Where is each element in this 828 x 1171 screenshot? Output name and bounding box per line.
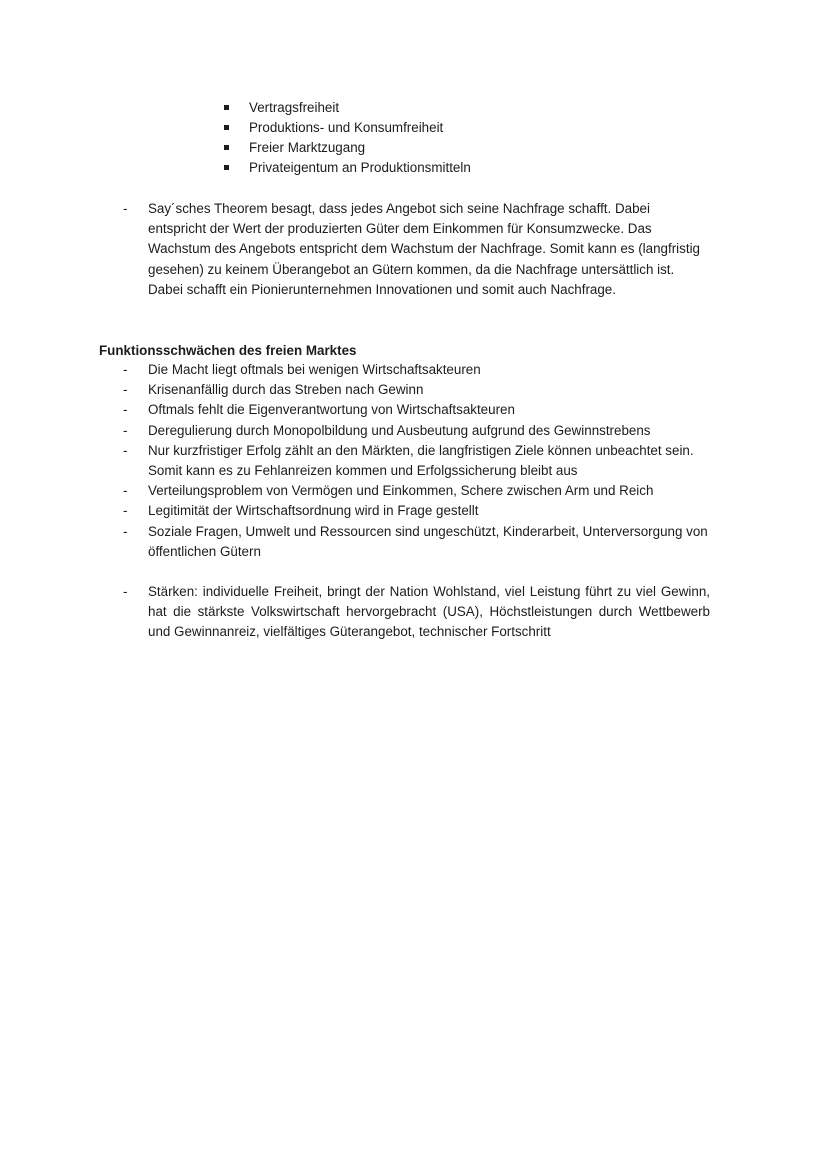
strengths-block [120,582,710,643]
dash-bullet: - [123,201,128,216]
list-item: - Krisenanfällig durch das Streben nach Gewinn [120,380,710,400]
market-features-list [222,98,471,178]
list-item: - Deregulierung durch Monopolbildung und Ausbeutung aufgrund des Gewinnstrebens [120,421,710,441]
square-bullet-icon [224,165,229,170]
list-item: - Oftmals fehlt die Eigenverantwortung von Wirtschaftsakteuren [120,400,710,420]
dash-bullet: - [123,523,128,539]
list-item: - Legitimität der Wirtschaftsordnung wird in Frage gestellt [120,501,710,521]
dash-bullet: - [123,503,128,519]
square-bullet-icon [224,105,229,110]
dash-bullet: - [123,362,128,377]
list-item: - Soziale Fragen, Umwelt und Ressourcen sind ungeschützt, Kinderarbeit, Unterversorgung von öffentlichen Gütern [123,523,708,559]
says-theorem-paragraph: - Say´sches Theorem besagt, dass jedes Angebot sich seine Nachfrage schafft. Dabei entspricht der Wert der produzierten Güter dem Einkommen für Konsumzwecke. Das Wachstum des Angebots entspricht dem Wachstum der Nachfrage. Somit kann es (langfristig gesehen) zu keinem Überangebot an Gütern kommen, da die Nachfrage untersättlich ist. Dabei schafft ein Pionierunternehmen Innovationen und somit auch Nachfrage. [123,201,700,297]
list-item: Produktions- und Konsumfreiheit [222,118,471,138]
square-bullet-icon [224,145,229,150]
strengths-paragraph: - Stärken: individuelle Freiheit, bringt der Nation Wohlstand, viel Leistung führt zu viel Gewinn, hat die stärkste Volkswirtschaft hervorgebracht (USA), Höchstleistungen durch Wettbewerb und Gewinnanreiz, vielfältiges Güterangebot, technischer Fortschritt [123,584,710,640]
weaknesses-list [120,360,710,562]
list-item: - Die Macht liegt oftmals bei wenigen Wirtschaftsakteuren [120,360,710,380]
list-item: Freier Marktzugang [222,138,471,158]
list-item: Vertragsfreiheit [222,98,471,118]
dash-bullet: - [123,442,128,458]
dash-bullet: - [123,483,128,499]
section-heading: Funktionsschwächen des freien Marktes [99,343,357,358]
says-theorem-block [120,199,710,300]
square-bullet-icon [224,125,229,130]
list-item: - Verteilungsproblem von Vermögen und Einkommen, Schere zwischen Arm und Reich [120,481,710,501]
dash-bullet: - [123,584,128,599]
list-item: - Nur kurzfristiger Erfolg zählt an den Märkten, die langfristigen Ziele können unbeachtet sein. Somit kann es zu Fehlanreizen kommen und Erfolgssicherung bleibt aus [123,442,694,479]
dash-bullet: - [123,422,128,438]
dash-bullet: - [123,382,128,398]
list-item: Privateigentum an Produktionsmitteln [222,158,471,178]
dash-bullet: - [123,402,128,418]
